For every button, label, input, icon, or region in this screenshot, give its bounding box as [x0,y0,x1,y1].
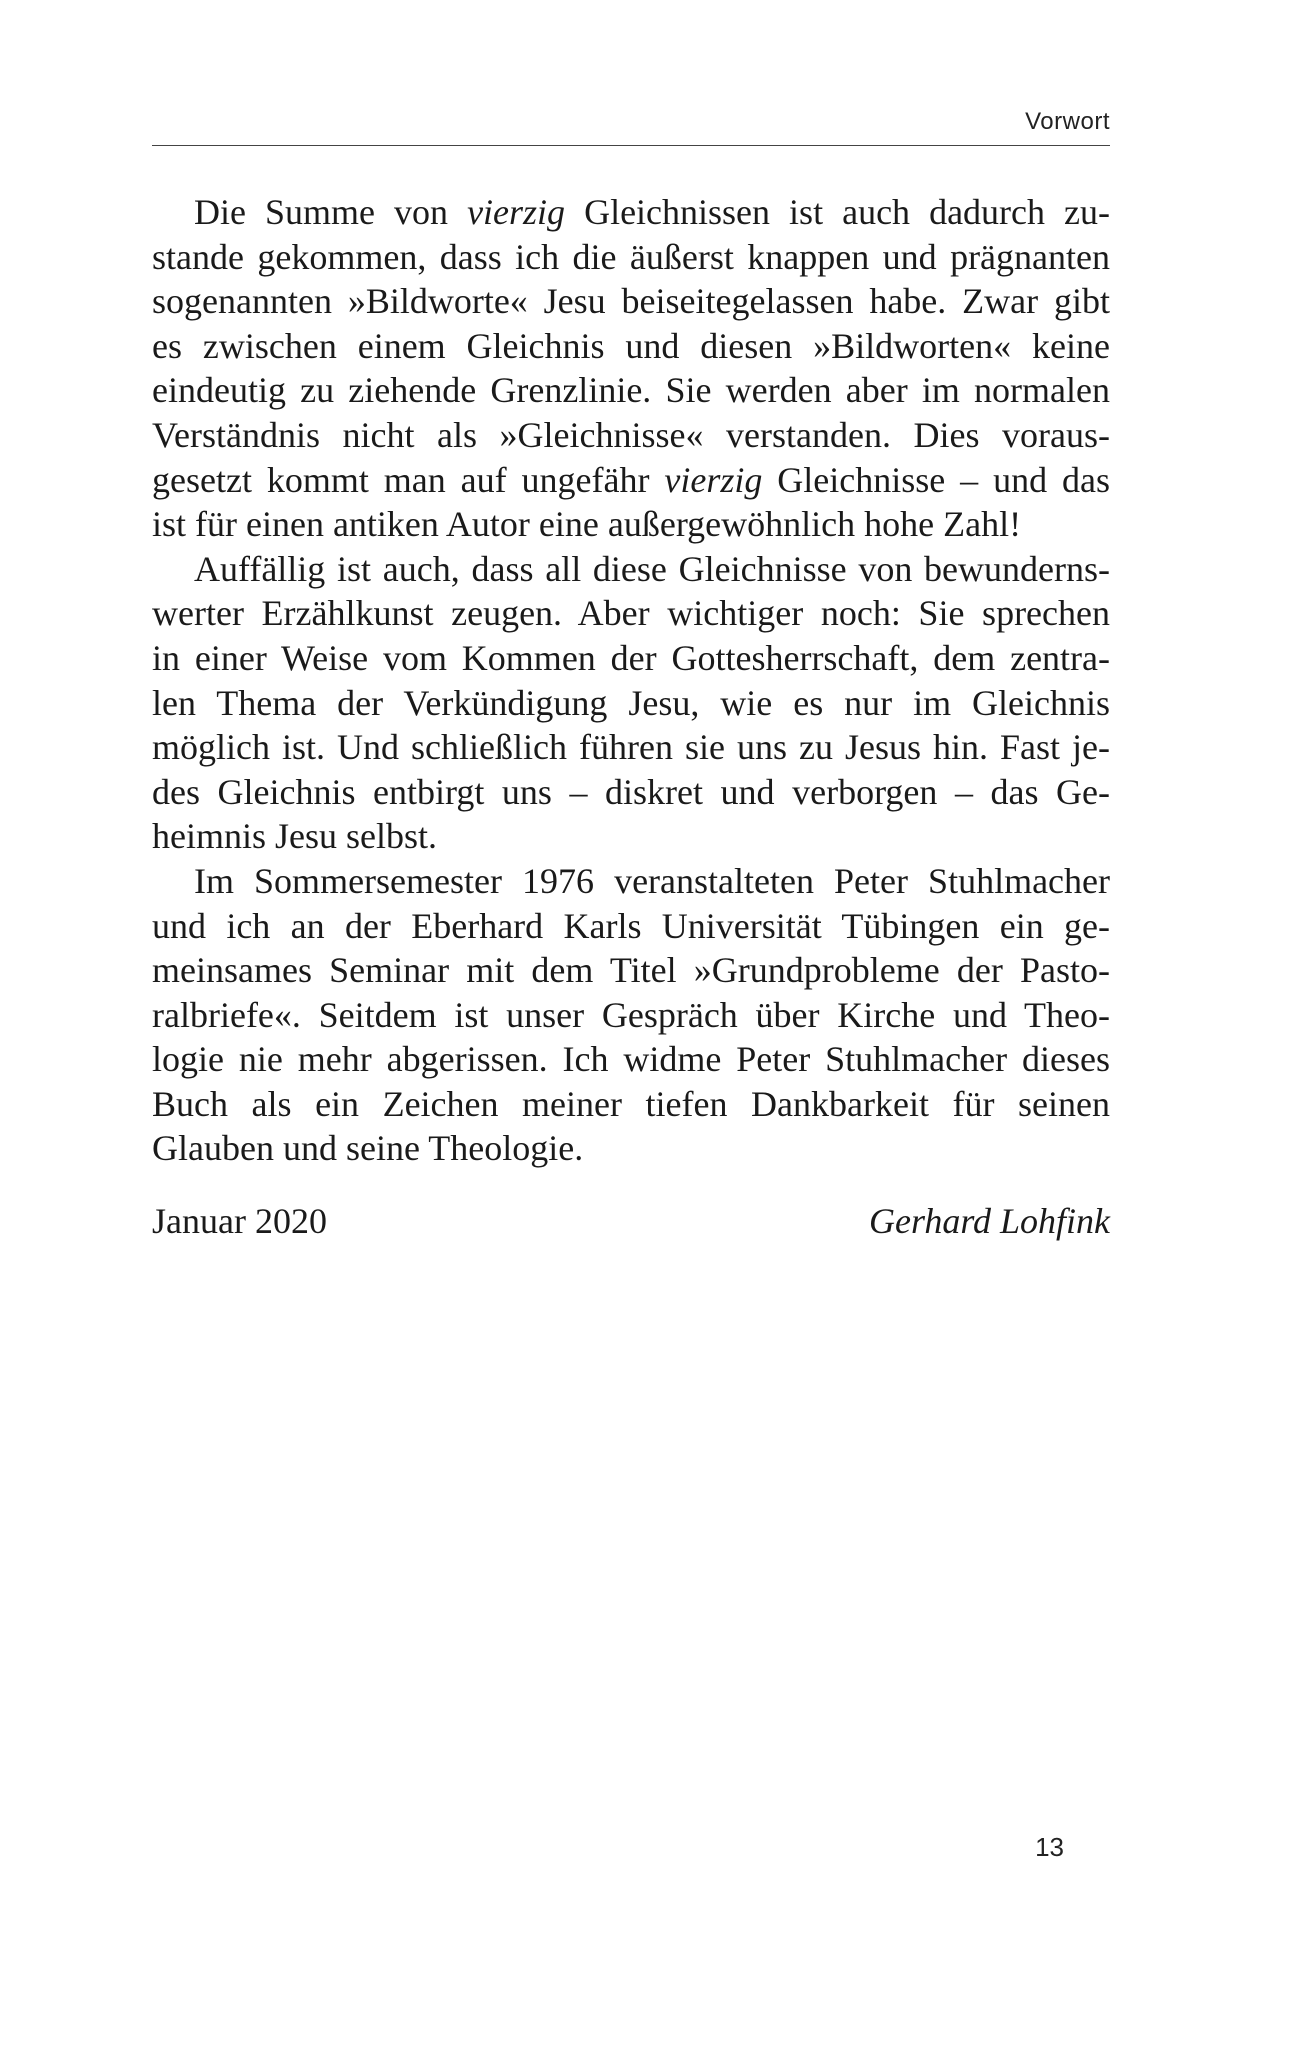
text-line [152,859,1110,904]
text-line [152,235,1110,280]
text-run: logie nie mehr abgerissen. Ich widme Peter Stuhlmacher dieses [152,1039,1110,1080]
text-run: Glauben und seine Theologie. [152,1128,584,1169]
page-number: 13 [1035,1832,1064,1862]
text-line [152,502,1110,547]
text-run: ralbriefe«. Seitdem ist unser Gespräch über Kirche und Theo- [152,994,1110,1035]
body-text [152,190,1110,1244]
text-run: es zwischen einem Gleichnis und diesen »Bildworten« keine [152,325,1110,366]
text-line [152,993,1110,1038]
text-line [152,814,1110,859]
text-run: heimnis Jesu selbst. [152,816,437,857]
text-run: möglich ist. Und schließlich führen sie uns zu Jesus hin. Fast je- [152,727,1110,768]
italic-emphasis: vierzig [467,192,566,232]
text-run: ist für einen antiken Autor eine außergewöhnlich hohe Zahl! [152,504,1022,545]
text-line [152,413,1110,458]
text-line [152,368,1110,413]
text-run: des Gleichnis entbirgt uns – diskret und verborgen – das Ge- [152,771,1110,812]
text-run: Gleichnisse – und das [762,459,1110,500]
text-run: Die Summe von [194,192,468,232]
text-run: Buch als ein Zeichen meiner tiefen Dankbarkeit für seinen [152,1083,1110,1124]
text-line [152,948,1110,993]
text-line [152,324,1110,369]
paragraph [152,190,1110,547]
text-line [152,636,1110,681]
header-rule [152,145,1110,146]
text-line [152,458,1110,503]
text-line [152,1037,1110,1082]
text-run: len Thema der Verkündigung Jesu, wie es nur im Gleichnis [152,682,1110,723]
text-run: und ich an der Eberhard Karls Universität Tübingen ein ge- [152,905,1110,946]
closing-gap [152,1171,1110,1199]
italic-emphasis: vierzig [664,459,763,500]
text-run: Im Sommersemester 1976 veranstalteten Peter Stuhlmacher [194,860,1110,901]
text-line [152,547,1110,592]
paragraphs [152,190,1110,1171]
text-line [152,681,1110,726]
text-run: werter Erzählkunst zeugen. Aber wichtiger noch: Sie sprechen [152,593,1110,634]
text-run: meinsames Seminar mit dem Titel »Grundprobleme der Pasto- [152,950,1110,991]
text-run: Auffällig ist auch, dass all diese Gleichnisse von bewunderns- [194,548,1110,589]
text-line [152,1082,1110,1127]
text-run: in einer Weise vom Kommen der Gottesherrschaft, dem zentra- [152,637,1110,678]
text-line [152,1126,1110,1171]
closing-date: Januar 2020 [152,1201,327,1242]
closing-line [152,1199,1110,1244]
text-line [152,591,1110,636]
text-line [152,279,1110,324]
running-head-title: Vorwort [1025,108,1110,135]
text-run: sogenannten »Bildworte« Jesu beiseitegelassen habe. Zwar gibt [152,281,1110,322]
text-run: stande gekommen, dass ich die äußerst knappen und prägnanten [152,236,1110,277]
author-signature: Gerhard Lohfink [868,1201,1110,1242]
paragraph [152,859,1110,1171]
text-run: Gleichnissen ist auch dadurch zu- [565,192,1111,232]
text-line [152,190,1110,235]
text-run: eindeutig zu ziehende Grenzlinie. Sie werden aber im normalen [152,370,1110,411]
text-line [152,725,1110,770]
text-run: gesetzt kommt man auf ungefähr [152,459,665,500]
text-line [152,904,1110,949]
text-run: Verständnis nicht als »Gleichnisse« verstanden. Dies voraus- [152,414,1110,455]
text-line [152,770,1110,815]
paragraph [152,547,1110,859]
